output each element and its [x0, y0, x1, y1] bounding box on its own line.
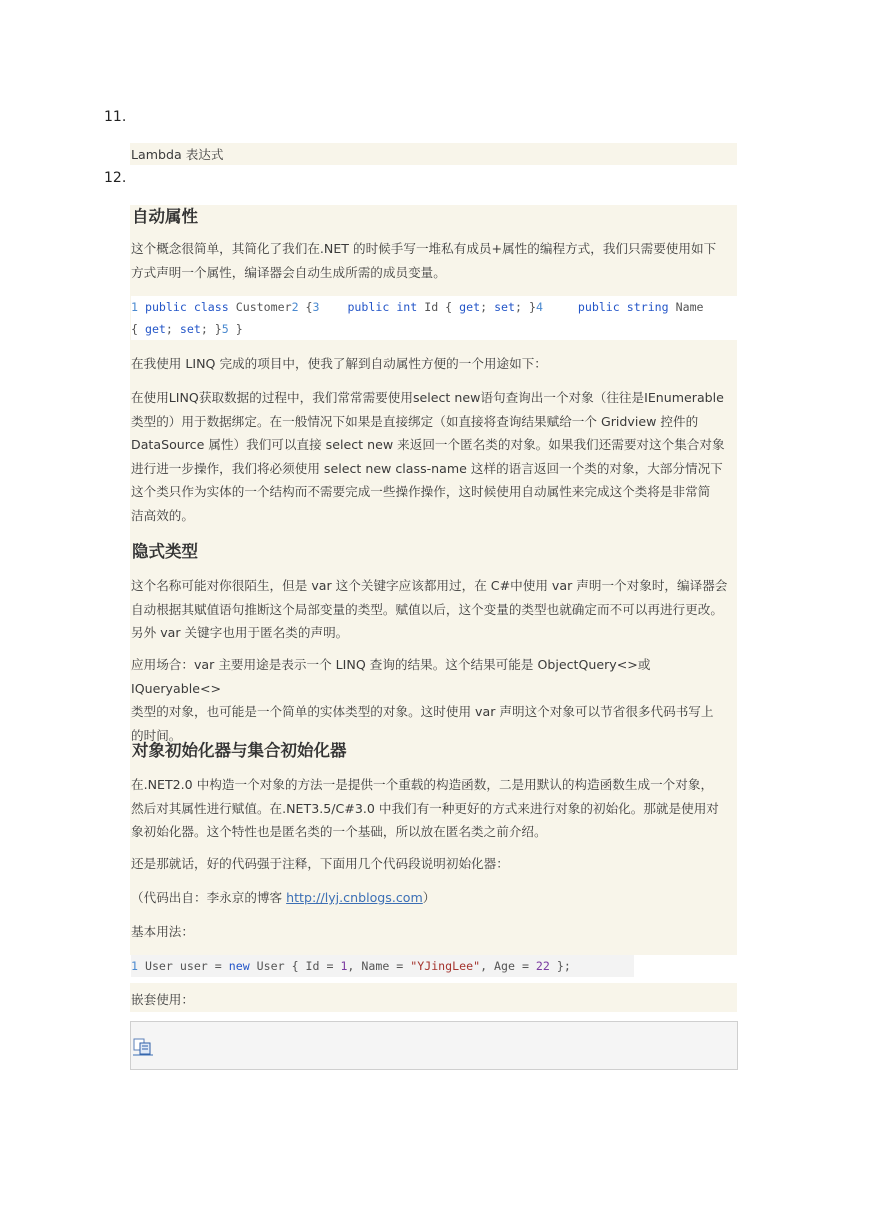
section-heading-initializer: 对象初始化器与集合初始化器: [132, 741, 347, 760]
code-text: , Age =: [480, 959, 536, 973]
code-text: Id {: [417, 300, 460, 314]
initializer-source: [131, 886, 737, 910]
line-number: 5: [221, 322, 229, 336]
text-line: 另外 var 关键字也用于匿名类的声明。: [131, 625, 349, 640]
string-quote: ": [410, 959, 418, 973]
source-line: [131, 886, 737, 910]
text-line: 在我使用 LINQ 完成的项目中，使我了解到自动属性方便的一个用途如下：: [131, 356, 547, 371]
auto-property-usage: [131, 352, 737, 376]
code-line: { get; set; }5 }: [131, 322, 243, 336]
text-line: 的时间。: [131, 727, 182, 743]
keyword: int: [396, 300, 418, 314]
keyword: class: [193, 300, 229, 314]
keyword: set: [179, 322, 201, 336]
text-line: 这个名称可能对你很陌生，但是 var 这个关键字应该都用过，在 C#中使用 var 声明一个对象时，编译器会: [131, 578, 728, 593]
auto-property-details: [131, 386, 737, 527]
code-text: };: [549, 959, 571, 973]
text-line: 在.NET2.0 中构造一个对象的方法一是提供一个重载的构造函数，二是用默认的构造函数生成一个对象，: [131, 777, 714, 792]
text-line: 在使用LINQ获取数据的过程中，我们常常需要使用select new语句查询出一个对象（往往是IEnumerable: [131, 390, 724, 405]
section-heading-implicit-type: 隐式类型: [132, 542, 198, 561]
lambda-text: Lambda 表达式: [131, 147, 224, 162]
text-line: 基本用法：: [131, 924, 194, 939]
initializer-desc: [131, 773, 737, 844]
text-line: 应用场合：var 主要用途是表示一个 LINQ 查询的结果。这个结果可能是 ObjectQuery<>或 IQueryable<>: [131, 657, 651, 696]
code-text: Customer: [228, 300, 292, 314]
line-number: 1: [131, 300, 138, 314]
code-sample-auto-property: [131, 296, 737, 340]
text-line: 然后对其属性进行赋值。在.NET3.5/C#3.0 中我们有一种更好的方式来进行对象的初始化。那就是使用对: [131, 800, 719, 816]
blog-link[interactable]: http://lyj.cnblogs.com: [286, 890, 423, 905]
number-literal: 1: [340, 959, 348, 973]
text-line: 这个概念很简单，其简化了我们在.NET 的时候手写一堆私有成员+属性的编程方式，我们只需要使用如下: [131, 241, 717, 256]
code-text: ;: [480, 300, 495, 314]
code-text: }: [228, 322, 243, 336]
auto-property-desc: [131, 237, 737, 284]
keyword: get: [144, 322, 166, 336]
list-number-11: 11.: [104, 109, 127, 125]
line-number: 3: [312, 300, 320, 314]
code-line: [131, 955, 634, 977]
text-line: 象初始化器。这个特性也是匿名类的一个基础，所以放在匿名类之前介绍。: [131, 824, 547, 839]
code-text: {: [298, 300, 313, 314]
text-line: DataSource 属性）我们可以直接 select new 来返回一个匿名类的对象。如果我们还需要对这个集合对象: [131, 437, 725, 452]
line-number: 2: [291, 300, 299, 314]
code-text: , Name =: [347, 959, 411, 973]
text-line: 类型的）用于数据绑定。在一般情况下如果是直接绑定（如直接将查询结果赋给一个 Gridview 控件的: [131, 413, 699, 429]
basic-usage-label: [131, 920, 737, 944]
text-line: 这个类只作为实体的一个结构而不需要完成一些操作操作，这时候使用自动属性来完成这个类将是非常简: [131, 484, 711, 499]
implicit-type-desc: [131, 574, 737, 645]
code-text: User { Id =: [249, 959, 341, 973]
text-span: ）: [422, 890, 436, 905]
text-line: 方式声明一个属性，编译器会自动生成所需的成员变量。: [131, 264, 446, 280]
text-line: 洁高效的。: [131, 507, 194, 523]
implicit-type-section: [132, 541, 737, 563]
text-line: 类型的对象，也可能是一个简单的实体类型的对象。这时使用 var 声明这个对象可以节省很多代码书写上: [131, 704, 714, 719]
code-sample-initializer: [131, 955, 634, 977]
text-line: 嵌套使用：: [131, 992, 194, 1007]
list-number-12: 12.: [104, 170, 127, 186]
keyword: string: [626, 300, 669, 314]
code-text: User user =: [137, 959, 229, 973]
auto-property-section: [132, 206, 737, 228]
keyword: public: [577, 300, 620, 314]
initializer-section: [132, 740, 737, 762]
section-heading-auto-property: 自动属性: [132, 207, 198, 226]
string-quote: ": [473, 959, 481, 973]
keyword: get: [459, 300, 481, 314]
nested-code-box: [130, 1021, 738, 1070]
code-text: Name: [668, 300, 704, 314]
keyword: new: [228, 959, 250, 973]
number-literal: 22: [535, 959, 550, 973]
keyword: public: [144, 300, 187, 314]
text-line: 进行进一步操作，我们将必须使用 select new class-name 这样的语言返回一个类的对象，大部分情况下: [131, 460, 723, 476]
text-line: 还是那就话，好的代码强于注释，下面用几个代码段说明初始化器：: [131, 856, 509, 871]
text-line: 自动根据其赋值语句推断这个局部变量的类型。赋值以后，这个变量的类型也就确定而不可以再进行更改。: [131, 601, 723, 617]
keyword: public: [347, 300, 390, 314]
code-line: [131, 296, 737, 318]
implicit-type-usage: [131, 653, 737, 747]
keyword: set: [494, 300, 516, 314]
lambda-block: [130, 143, 737, 165]
text-span: （代码出自：李永京的博客: [131, 890, 287, 905]
copy-code-icon[interactable]: [133, 1038, 153, 1056]
string-literal: YJingLee: [417, 959, 474, 973]
nested-usage-block: [130, 983, 737, 1012]
initializer-note: [131, 852, 737, 876]
line-number: 4: [535, 300, 543, 314]
code-text: ; }: [515, 300, 536, 314]
line-number: 1: [131, 959, 138, 973]
